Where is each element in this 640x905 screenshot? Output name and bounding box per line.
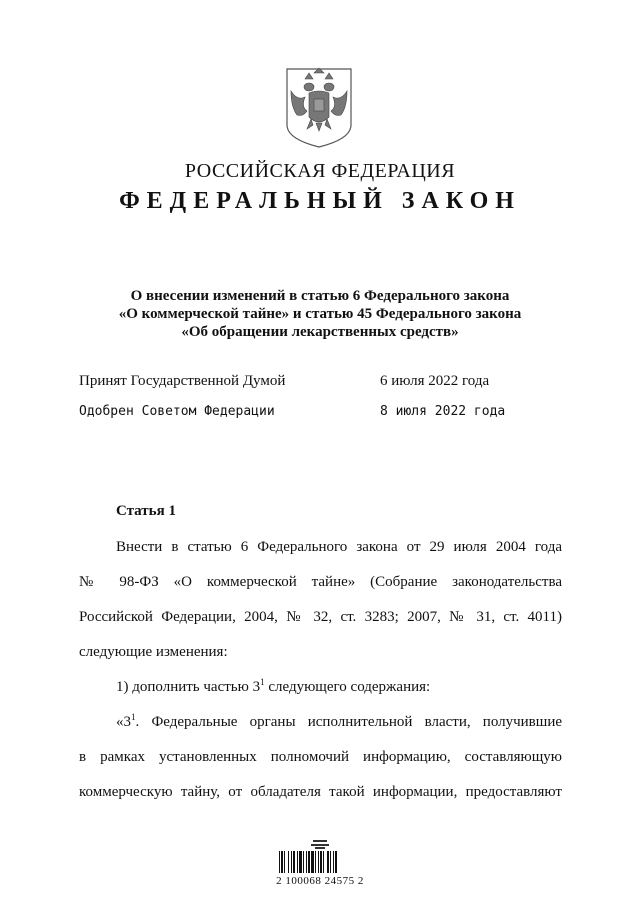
law-title: [0, 287, 640, 341]
approval-council-row: [79, 404, 549, 426]
body-line: Российской Федерации, 2004, № 32, ст. 3283; 2007, № 31, ст. 4011): [79, 609, 562, 625]
article-heading: Статья 1: [116, 503, 176, 519]
body-line-part: 1) дополнить частью 3: [116, 679, 261, 695]
article-body: [79, 536, 562, 816]
adoption-duma-label: Принят Государственной Думой: [79, 373, 286, 389]
body-line: коммерческую тайну, от обладателя такой информации, предоставляют: [79, 784, 562, 800]
body-line-with-superscript: [79, 676, 562, 711]
barcode-icon: [279, 851, 361, 873]
country-name: РОССИЙСКАЯ ФЕДЕРАЦИЯ: [184, 160, 456, 182]
law-title-line: О внесении изменений в статью 6 Федерального закона: [130, 288, 510, 304]
body-line-part: следующего содержания:: [268, 679, 431, 695]
barcode-number: 2 100068 24575 2: [276, 875, 364, 887]
law-title-line: «Об обращении лекарственных средств»: [181, 324, 459, 340]
document-type: ФЕДЕРАЛЬНЫЙ ЗАКОН: [119, 188, 521, 214]
superscript: 1: [260, 677, 265, 687]
body-line-part: «3: [116, 714, 131, 730]
body-line: № 98-ФЗ «О коммерческой тайне» (Собрание законодательства: [79, 574, 562, 590]
adoption-duma-row: [79, 373, 549, 395]
adoption-duma-date: 6 июля 2022 года: [380, 373, 490, 389]
body-line: следующие изменения:: [79, 644, 228, 660]
body-line: в рамках установленных полномочий информацию, составляющую: [79, 749, 562, 765]
barcode-mark-icon: [309, 838, 331, 850]
superscript: 1: [131, 712, 136, 722]
coat-of-arms-emblem: [283, 67, 355, 149]
body-line-with-superscript: [79, 711, 562, 746]
approval-council-label: Одобрен Советом Федерации: [79, 404, 275, 419]
approval-council-date: 8 июля 2022 года: [380, 404, 506, 419]
body-line: Внести в статью 6 Федерального закона от 29 июля 2004 года: [116, 539, 562, 555]
law-title-line: «О коммерческой тайне» и статью 45 Федерального закона: [118, 306, 522, 322]
body-line-part: . Федеральные органы исполнительной власти, получившие: [135, 714, 562, 730]
